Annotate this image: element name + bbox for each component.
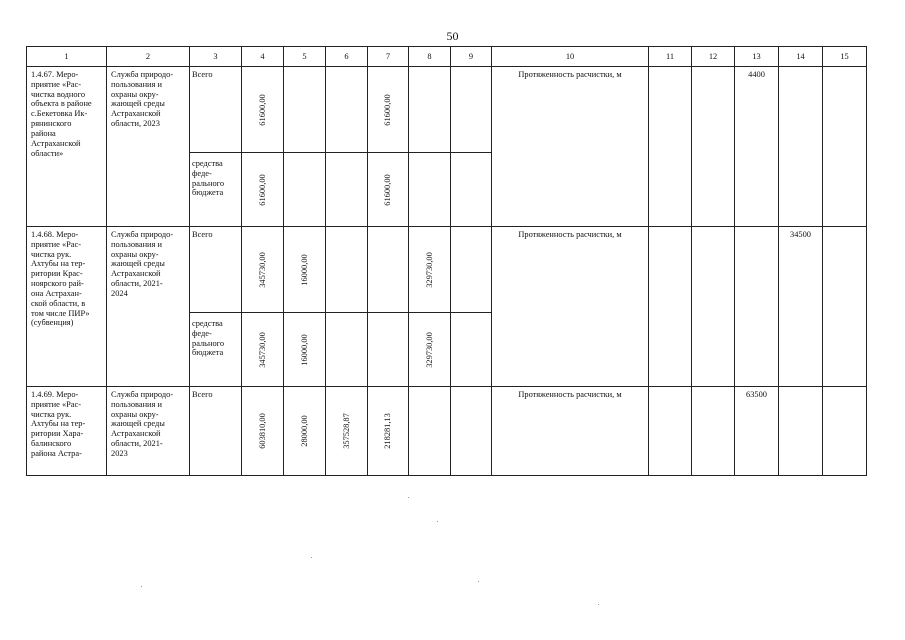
- table-row: [27, 67, 867, 153]
- target-cell: [692, 67, 735, 227]
- amount-cell: [284, 313, 326, 387]
- column-header: 14: [779, 47, 823, 67]
- column-header: 9: [451, 47, 492, 67]
- column-header: 15: [823, 47, 867, 67]
- column-header: 11: [649, 47, 692, 67]
- amount-cell: [451, 313, 492, 387]
- column-header: 2: [107, 47, 190, 67]
- amount-cell: [409, 67, 451, 153]
- amount-value: 61600,00: [257, 93, 267, 126]
- scan-speck: [598, 604, 599, 605]
- measure-cell: [27, 387, 107, 476]
- executor-cell: [107, 67, 190, 227]
- scan-speck: [437, 521, 438, 522]
- target-cell: [692, 227, 735, 387]
- source-text: средства феде- рального бюджета: [192, 319, 225, 358]
- target-cell: [692, 387, 735, 476]
- column-header: 6: [326, 47, 368, 67]
- table-row: [27, 227, 867, 313]
- amount-cell: [326, 227, 368, 313]
- target-cell: [823, 387, 867, 476]
- amount-value: 61600,00: [383, 173, 393, 206]
- target-cell: [779, 387, 823, 476]
- column-header: 3: [190, 47, 242, 67]
- indicator-cell: [492, 67, 649, 227]
- amount-cell: [368, 387, 409, 476]
- column-header: 4: [242, 47, 284, 67]
- amount-value: 61600,00: [257, 173, 267, 206]
- amount-cell: [242, 387, 284, 476]
- amount-cell: [368, 313, 409, 387]
- table-row: [27, 387, 867, 476]
- target-value: 4400: [748, 70, 765, 79]
- amount-cell: [451, 67, 492, 153]
- target-value: [823, 227, 866, 230]
- target-cell: [735, 387, 779, 476]
- source-text: Всего: [192, 70, 213, 79]
- amount-cell: [284, 153, 326, 227]
- amount-cell: [242, 313, 284, 387]
- measure-cell: [27, 67, 107, 227]
- executor-text: Служба природо- пользования и охраны окру- жающей среды Астраханской области, 2023: [111, 70, 174, 129]
- column-header: 13: [735, 47, 779, 67]
- amount-cell: [284, 387, 326, 476]
- target-cell: [649, 67, 692, 227]
- amount-cell: [242, 67, 284, 153]
- amount-value: 357528,87: [341, 413, 351, 449]
- amount-cell: [326, 153, 368, 227]
- target-cell: [779, 67, 823, 227]
- amount-value: 329730,00: [424, 251, 434, 288]
- table-header-row: [27, 47, 867, 67]
- amount-value: 218281,13: [383, 413, 393, 449]
- page-number: 50: [446, 29, 459, 43]
- executor-text: Служба природо- пользования и охраны окру- жающей среды Астраханской области, 2021- 2024: [111, 230, 174, 298]
- column-header: 5: [284, 47, 326, 67]
- target-cell: [735, 227, 779, 387]
- amount-cell: [326, 387, 368, 476]
- target-value: [823, 67, 866, 70]
- source-cell: [190, 313, 242, 387]
- measure-text: 1.4.69. Меро- приятие «Рас- чистка рук. Ахтубы на тер- ритории Хара- балинского района Астра-: [31, 390, 86, 458]
- target-cell: [649, 227, 692, 387]
- source-cell: [190, 153, 242, 227]
- amount-cell: [326, 313, 368, 387]
- amount-cell: [368, 67, 409, 153]
- target-cell: [823, 67, 867, 227]
- amount-value: 16000,00: [299, 333, 309, 366]
- amount-cell: [451, 387, 492, 476]
- amount-cell: [242, 153, 284, 227]
- target-value: 34500: [790, 230, 811, 239]
- amount-value: 345730,00: [257, 251, 267, 288]
- amount-cell: [409, 387, 451, 476]
- scan-speck: [311, 557, 312, 558]
- indicator-text: Протяженность расчистки, м: [518, 230, 622, 239]
- amount-value: 28000,00: [299, 415, 309, 447]
- target-cell: [779, 227, 823, 387]
- amount-value: 345730,00: [257, 331, 267, 368]
- amount-cell: [451, 153, 492, 227]
- target-value: 63500: [746, 390, 767, 399]
- amount-cell: [409, 313, 451, 387]
- amount-cell: [284, 227, 326, 313]
- target-value: [735, 227, 778, 230]
- amount-cell: [326, 67, 368, 153]
- amount-cell: [451, 227, 492, 313]
- amount-cell: [368, 227, 409, 313]
- amount-cell: [242, 227, 284, 313]
- target-cell: [649, 387, 692, 476]
- indicator-cell: [492, 387, 649, 476]
- executor-cell: [107, 387, 190, 476]
- source-cell: [190, 387, 242, 476]
- column-header: 12: [692, 47, 735, 67]
- source-text: Всего: [192, 390, 213, 399]
- source-cell: [190, 227, 242, 313]
- source-cell: [190, 67, 242, 153]
- target-value: [779, 67, 822, 70]
- scan-speck: [408, 497, 409, 498]
- amount-cell: [368, 153, 409, 227]
- amount-cell: [409, 153, 451, 227]
- source-text: Всего: [192, 230, 213, 239]
- target-cell: [823, 227, 867, 387]
- amount-value: 603810,00: [257, 413, 267, 449]
- scan-speck: [478, 581, 479, 582]
- executor-cell: [107, 227, 190, 387]
- budget-table: [26, 46, 867, 476]
- target-value: [823, 387, 866, 390]
- measure-text: 1.4.68. Меро- приятие «Рас- чистка рук. Ахтубы на тер- ритории Крас- ноярского рай- она Астрахан- ской области, в том числе ПИР» (субвенция): [31, 230, 90, 328]
- amount-cell: [409, 227, 451, 313]
- amount-cell: [284, 67, 326, 153]
- column-header: 10: [492, 47, 649, 67]
- indicator-cell: [492, 227, 649, 387]
- source-text: средства феде- рального бюджета: [192, 159, 225, 198]
- measure-cell: [27, 227, 107, 387]
- measure-text: 1.4.67. Меро- приятие «Рас- чистка водного объекта в районе с.Бекетовка Ик- рянинского района Астраханской области»: [31, 70, 92, 158]
- scan-speck: [141, 586, 142, 587]
- amount-value: 61600,00: [383, 93, 393, 126]
- target-value: [779, 387, 822, 390]
- executor-text: Служба природо- пользования и охраны окру- жающей среды Астраханской области, 2021- 2023: [111, 390, 174, 458]
- indicator-text: Протяженность расчистки, м: [518, 70, 622, 79]
- amount-value: 16000,00: [299, 253, 309, 286]
- column-header: 8: [409, 47, 451, 67]
- amount-value: 329730,00: [424, 331, 434, 368]
- indicator-text: Протяженность расчистки, м: [518, 390, 622, 399]
- column-header: 7: [368, 47, 409, 67]
- target-cell: [735, 67, 779, 227]
- column-header: 1: [27, 47, 107, 67]
